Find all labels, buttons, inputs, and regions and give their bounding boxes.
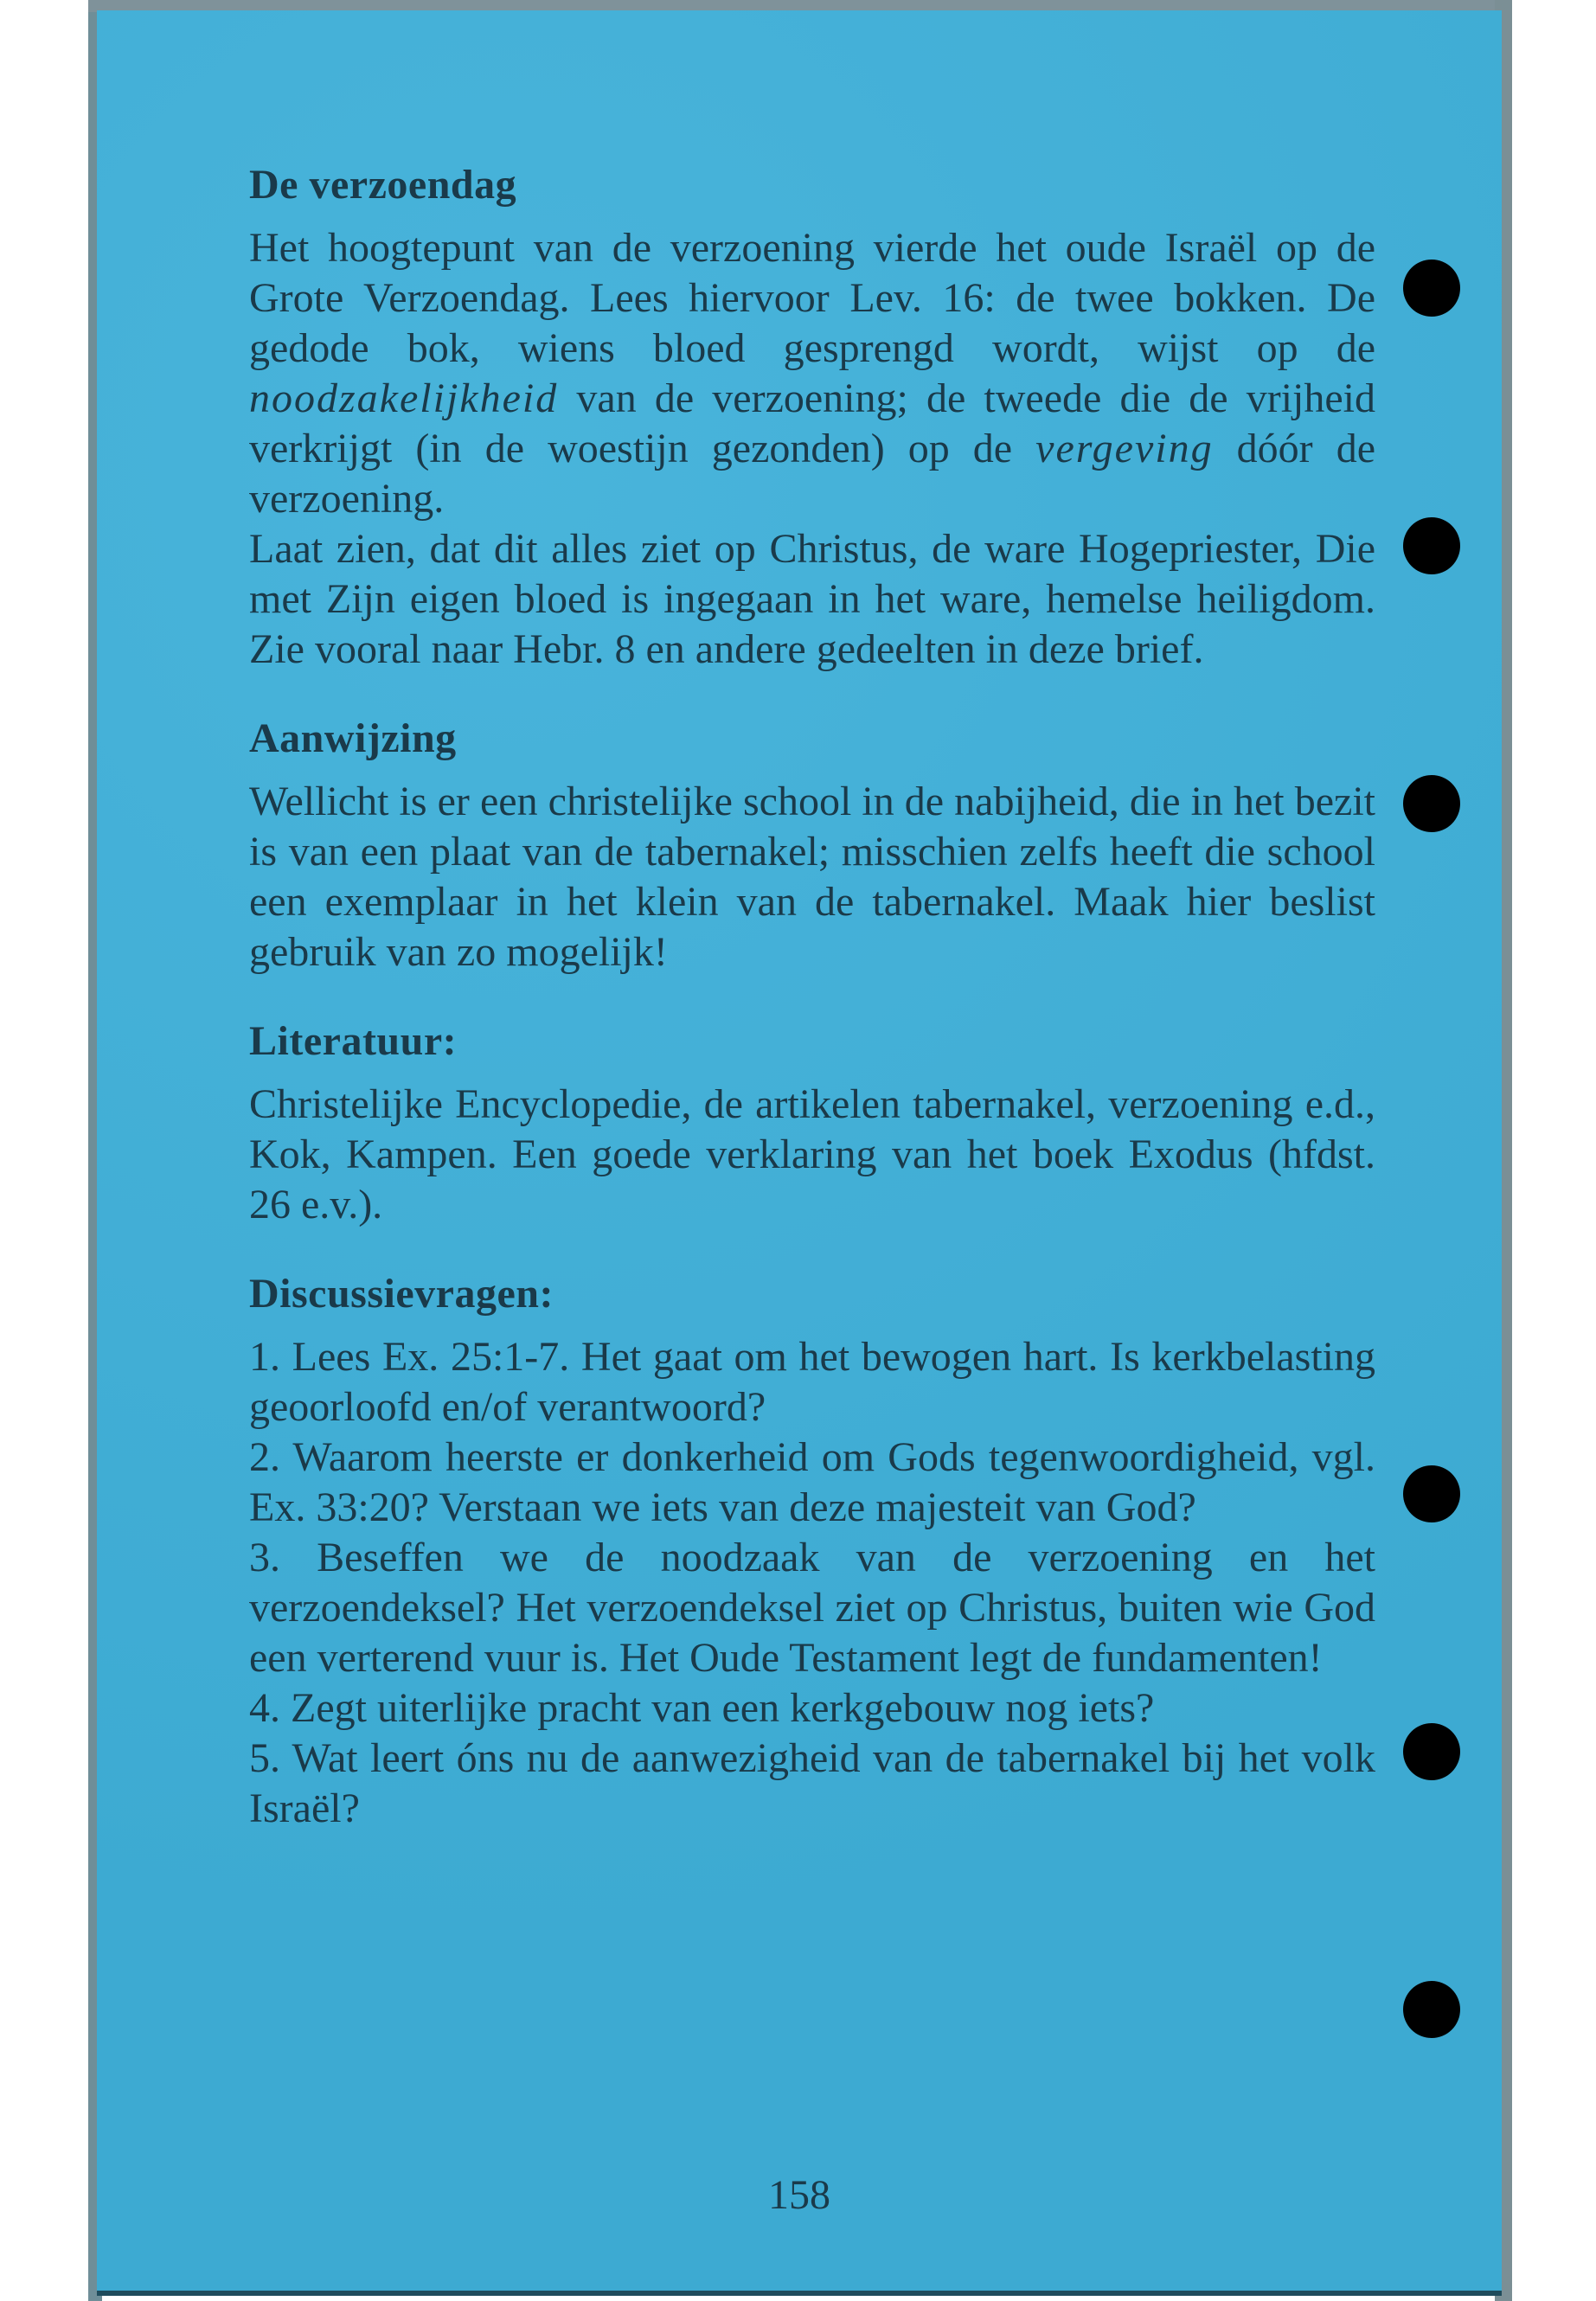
punch-hole (1403, 1723, 1460, 1780)
paragraph-text: Het hoogtepunt van de verzoening vierde het oude Israël op de Grote Verzoendag. Lees hiervoor Lev. 16: de twee bokken. De gedode bok, wiens bloed gesprengd wordt, wijst op de (249, 225, 1375, 371)
section-heading: De verzoendag (249, 162, 517, 208)
section-literatuur (249, 1014, 1375, 1230)
question-item: 1. Lees Ex. 25:1-7. Het gaat om het bewogen hart. Is kerkbelasting geoorloofd en/of verantwoord? (249, 1334, 1375, 1430)
emphasis-text: noodzakelijkheid (249, 375, 559, 421)
punch-hole (1403, 517, 1460, 574)
emphasis-text: vergeving (1035, 426, 1214, 471)
page-content (249, 157, 1375, 1870)
booklet-page (97, 10, 1502, 2296)
paragraph-text: van de verzoening; de tweede die de vrijheid verkrijgt (in de woestijn gezonden) op de (249, 375, 1375, 471)
punch-hole (1403, 775, 1460, 832)
section-discussievragen (249, 1266, 1375, 1834)
section-heading: Literatuur: (249, 1018, 458, 1064)
page-number: 158 (768, 2172, 830, 2218)
section-heading: Aanwijzing (249, 715, 457, 761)
scan-margin (0, 0, 88, 2301)
question-item: 5. Wat leert óns nu de aanwezigheid van de tabernakel bij het volk Israël? (249, 1735, 1375, 1831)
paragraph: Laat zien, dat dit alles ziet op Christus, de ware Hogepriester, Die met Zijn eigen bloed is ingegaan in het ware, hemelse heiligdom. Zie vooral naar Hebr. 8 en andere gedeelten in deze brief. (249, 526, 1375, 672)
punch-hole (1403, 260, 1460, 317)
paragraph-text: dóór de verzoening. (249, 426, 1376, 522)
paragraph: Wellicht is er een christelijke school in de nabijheid, die in het bezit is van een plaat van de tabernakel; misschien zelfs heeft die school een exemplaar in het klein van de tabernakel. Maak hier beslist gebruik van zo mogelijk! (249, 779, 1375, 975)
punch-hole (1403, 1465, 1460, 1522)
paragraph: Christelijke Encyclopedie, de artikelen tabernakel, verzoening e.d., Kok, Kampen. Een goede verklaring van het boek Exodus (hfdst. 26 e.v.). (249, 1081, 1375, 1227)
section-aanwijzing (249, 711, 1375, 977)
question-item: 4. Zegt uiterlijke pracht van een kerkgebouw nog iets? (249, 1685, 1155, 1731)
section-verzoendag (249, 157, 1375, 675)
question-item: 2. Waarom heerste er donkerheid om Gods tegenwoordigheid, vgl. Ex. 33:20? Verstaan we iets van deze majesteit van God? (249, 1434, 1375, 1530)
section-heading: Discussievragen: (249, 1271, 554, 1317)
punch-hole (1403, 1981, 1460, 2038)
paragraph (249, 223, 1375, 524)
question-item: 3. Beseffen we de noodzaak van de verzoening en het verzoendeksel? Het verzoendeksel ziet op Christus, buiten wie God een verterend vuur is. Het Oude Testament legt de fundamenten! (249, 1535, 1375, 1681)
